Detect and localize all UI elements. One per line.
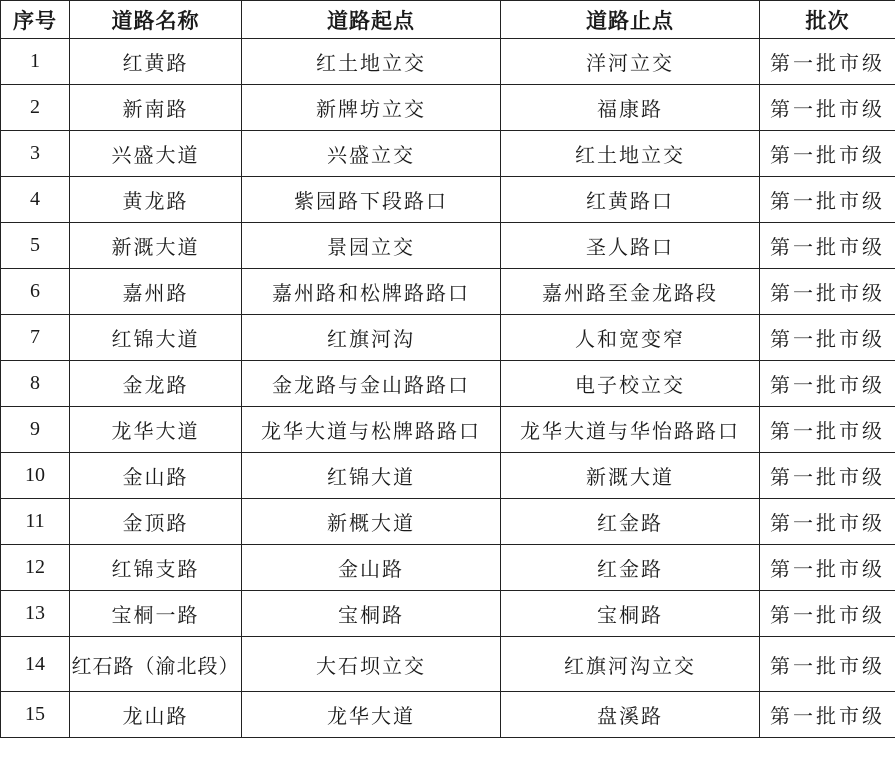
table-row bbox=[1, 692, 895, 738]
cell-road-end: 人和宽变窄 bbox=[501, 315, 760, 361]
cell-road-name: 金龙路 bbox=[70, 361, 242, 407]
cell-road-start: 宝桐路 bbox=[242, 591, 501, 637]
cell-road-name: 新南路 bbox=[70, 85, 242, 131]
cell-road-end: 红金路 bbox=[501, 545, 760, 591]
cell-index: 13 bbox=[1, 591, 70, 637]
cell-road-end: 红黄路口 bbox=[501, 177, 760, 223]
cell-batch: 第一批市级 bbox=[760, 39, 895, 85]
header-row bbox=[1, 1, 895, 39]
cell-index: 4 bbox=[1, 177, 70, 223]
table-row bbox=[1, 177, 895, 223]
cell-road-name: 黄龙路 bbox=[70, 177, 242, 223]
table-row bbox=[1, 591, 895, 637]
cell-road-name: 金山路 bbox=[70, 453, 242, 499]
cell-road-start: 嘉州路和松牌路路口 bbox=[242, 269, 501, 315]
cell-road-end: 嘉州路至金龙路段 bbox=[501, 269, 760, 315]
cell-batch: 第一批市级 bbox=[760, 407, 895, 453]
table-row bbox=[1, 407, 895, 453]
cell-index: 2 bbox=[1, 85, 70, 131]
cell-batch: 第一批市级 bbox=[760, 637, 895, 692]
cell-index: 8 bbox=[1, 361, 70, 407]
cell-batch: 第一批市级 bbox=[760, 131, 895, 177]
cell-road-name: 红石路（渝北段） bbox=[70, 637, 242, 692]
cell-road-end: 圣人路口 bbox=[501, 223, 760, 269]
cell-batch: 第一批市级 bbox=[760, 269, 895, 315]
cell-index: 10 bbox=[1, 453, 70, 499]
cell-batch: 第一批市级 bbox=[760, 591, 895, 637]
cell-batch: 第一批市级 bbox=[760, 453, 895, 499]
header-road-start: 道路起点 bbox=[242, 1, 501, 39]
cell-road-start: 兴盛立交 bbox=[242, 131, 501, 177]
cell-road-name: 金顶路 bbox=[70, 499, 242, 545]
header-road-name: 道路名称 bbox=[70, 1, 242, 39]
cell-batch: 第一批市级 bbox=[760, 315, 895, 361]
table-row bbox=[1, 545, 895, 591]
cell-road-start: 紫园路下段路口 bbox=[242, 177, 501, 223]
cell-road-end: 盘溪路 bbox=[501, 692, 760, 738]
cell-index: 6 bbox=[1, 269, 70, 315]
cell-index: 3 bbox=[1, 131, 70, 177]
cell-index: 1 bbox=[1, 39, 70, 85]
cell-index: 9 bbox=[1, 407, 70, 453]
cell-road-start: 红土地立交 bbox=[242, 39, 501, 85]
cell-road-name: 红锦大道 bbox=[70, 315, 242, 361]
cell-road-end: 电子校立交 bbox=[501, 361, 760, 407]
cell-index: 15 bbox=[1, 692, 70, 738]
cell-index: 14 bbox=[1, 637, 70, 692]
cell-road-start: 红锦大道 bbox=[242, 453, 501, 499]
cell-index: 5 bbox=[1, 223, 70, 269]
cell-road-end: 红土地立交 bbox=[501, 131, 760, 177]
cell-road-name: 红锦支路 bbox=[70, 545, 242, 591]
cell-batch: 第一批市级 bbox=[760, 223, 895, 269]
header-batch: 批次 bbox=[760, 1, 895, 39]
cell-road-end: 福康路 bbox=[501, 85, 760, 131]
cell-road-end: 红金路 bbox=[501, 499, 760, 545]
cell-road-start: 龙华大道与松牌路路口 bbox=[242, 407, 501, 453]
cell-road-start: 金龙路与金山路路口 bbox=[242, 361, 501, 407]
cell-road-start: 景园立交 bbox=[242, 223, 501, 269]
cell-road-name: 新溉大道 bbox=[70, 223, 242, 269]
cell-road-end: 龙华大道与华怡路路口 bbox=[501, 407, 760, 453]
table-row bbox=[1, 39, 895, 85]
cell-road-start: 红旗河沟 bbox=[242, 315, 501, 361]
cell-batch: 第一批市级 bbox=[760, 85, 895, 131]
table-row bbox=[1, 131, 895, 177]
cell-batch: 第一批市级 bbox=[760, 361, 895, 407]
cell-road-name: 嘉州路 bbox=[70, 269, 242, 315]
cell-road-end: 红旗河沟立交 bbox=[501, 637, 760, 692]
cell-road-name: 兴盛大道 bbox=[70, 131, 242, 177]
table-row bbox=[1, 361, 895, 407]
cell-road-start: 大石坝立交 bbox=[242, 637, 501, 692]
cell-index: 7 bbox=[1, 315, 70, 361]
cell-road-start: 龙华大道 bbox=[242, 692, 501, 738]
cell-road-end: 宝桐路 bbox=[501, 591, 760, 637]
table-row bbox=[1, 499, 895, 545]
cell-road-start: 新概大道 bbox=[242, 499, 501, 545]
cell-batch: 第一批市级 bbox=[760, 545, 895, 591]
table-row bbox=[1, 453, 895, 499]
table-row bbox=[1, 223, 895, 269]
table-row bbox=[1, 85, 895, 131]
table-row bbox=[1, 269, 895, 315]
cell-index: 12 bbox=[1, 545, 70, 591]
cell-road-name: 宝桐一路 bbox=[70, 591, 242, 637]
table-row bbox=[1, 315, 895, 361]
cell-batch: 第一批市级 bbox=[760, 692, 895, 738]
cell-road-name: 龙华大道 bbox=[70, 407, 242, 453]
cell-road-name: 红黄路 bbox=[70, 39, 242, 85]
cell-road-end: 洋河立交 bbox=[501, 39, 760, 85]
cell-batch: 第一批市级 bbox=[760, 499, 895, 545]
table-row bbox=[1, 637, 895, 692]
cell-index: 11 bbox=[1, 499, 70, 545]
header-index: 序号 bbox=[1, 1, 70, 39]
cell-batch: 第一批市级 bbox=[760, 177, 895, 223]
cell-road-start: 新牌坊立交 bbox=[242, 85, 501, 131]
cell-road-start: 金山路 bbox=[242, 545, 501, 591]
cell-road-end: 新溉大道 bbox=[501, 453, 760, 499]
header-road-end: 道路止点 bbox=[501, 1, 760, 39]
cell-road-name: 龙山路 bbox=[70, 692, 242, 738]
